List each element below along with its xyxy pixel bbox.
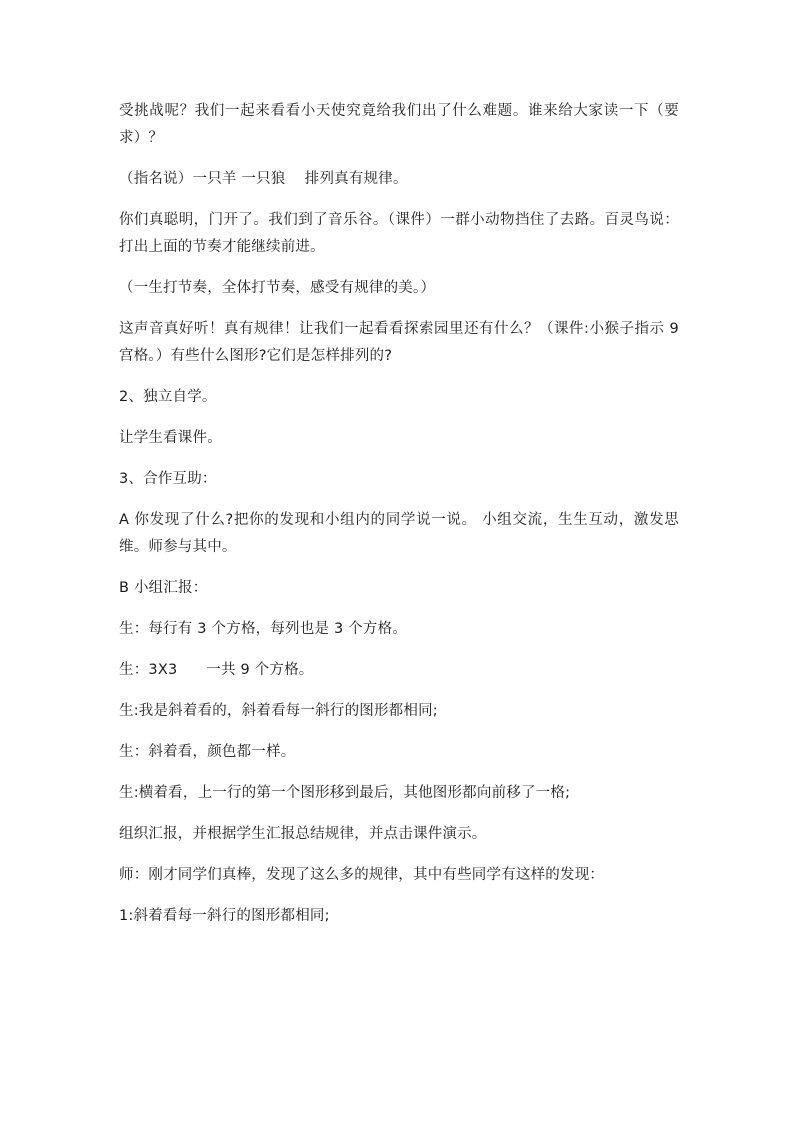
- paragraph: 1:斜着看每一斜行的图形都相同;: [119, 908, 330, 924]
- paragraph: A 你发现了什么?把你的发现和小组内的同学说一说。 小组交流，生生互动，激发思维。师参与其中。: [119, 512, 679, 555]
- paragraph: 让学生看课件。: [119, 430, 222, 446]
- paragraph: 生:横着看，上一行的第一个图形移到最后，其他图形都向前移了一格;: [119, 785, 571, 801]
- paragraph: 生:我是斜着看的，斜着看每一斜行的图形都相同;: [119, 703, 438, 719]
- paragraph: 2、独立自学。: [119, 389, 217, 405]
- paragraph: 生：斜着看，颜色都一样。: [119, 744, 296, 760]
- paragraph: 受挑战呢？我们一起来看看小天使究竟给我们出了什么难题。谁来给大家读一下（要求）？: [119, 103, 679, 146]
- paragraph: B 小组汇报：: [119, 580, 208, 596]
- paragraph: （一生打节奏，全体打节奏，感受有规律的美。）: [119, 280, 436, 296]
- document-body: [119, 98, 684, 944]
- paragraph: 生：每行有 3 个方格，每列也是 3 个方格。: [119, 621, 407, 637]
- paragraph: 师：刚才同学们真棒，发现了这么多的规律，其中有些同学有这样的发现：: [119, 867, 605, 883]
- paragraph: 3、合作互助：: [119, 471, 217, 487]
- paragraph: （指名说）一只羊 一只狼 排列真有规律。: [119, 171, 408, 187]
- paragraph: 你们真聪明，门开了。我们到了音乐谷。（课件）一群小动物挡住了去路。百灵鸟说：打出上面的节奏才能继续前进。: [119, 212, 679, 255]
- paragraph: 组织汇报，并根据学生汇报总结规律，并点击课件演示。: [119, 826, 487, 842]
- paragraph: 生：3X3 一共 9 个方格。: [119, 662, 314, 678]
- paragraph: 这声音真好听！真有规律！让我们一起看看探索园里还有什么？（课件:小猴子指示 9 宫格。）有些什么图形?它们是怎样排列的?: [119, 321, 684, 364]
